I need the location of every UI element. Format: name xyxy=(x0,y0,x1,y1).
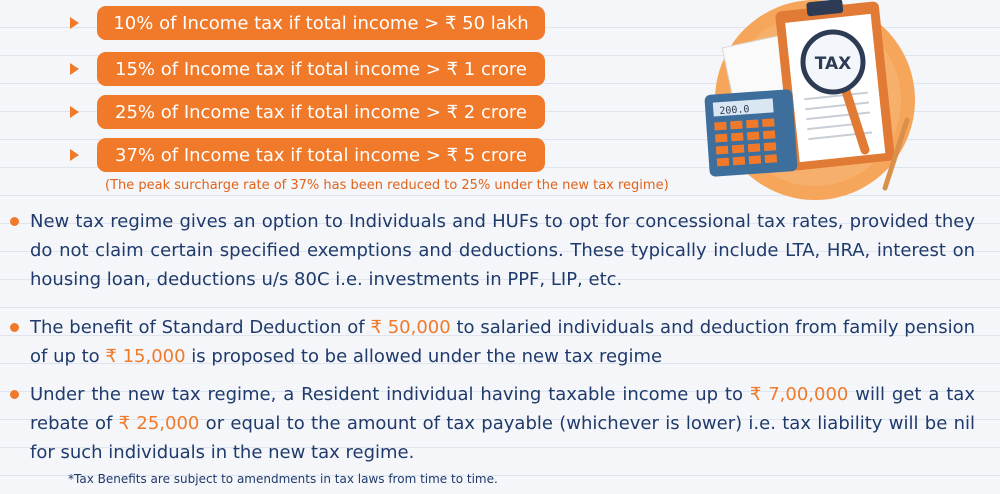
surcharge-note: (The peak surcharge rate of 37% has been reduced to 25% under the new tax regime) xyxy=(105,178,669,193)
calculator-icon xyxy=(704,89,798,177)
bullet-standard-deduction xyxy=(30,313,975,371)
bullet-dot-icon xyxy=(10,390,19,399)
surcharge-pill: 15% of Income tax if total income > ₹ 1 crore xyxy=(97,52,545,86)
arrow-icon xyxy=(70,106,79,118)
amount-family-pension: ₹ 15,000 xyxy=(105,346,186,367)
bullet-dot-icon xyxy=(10,323,19,332)
tax-illustration xyxy=(685,0,945,200)
arrow-icon xyxy=(70,17,79,29)
arrow-icon xyxy=(70,63,79,75)
bullet-text: The benefit of Standard Deduction of xyxy=(30,317,371,338)
bullet-text: Under the new tax regime, a Resident individual having taxable income up to xyxy=(30,384,750,405)
surcharge-row-4 xyxy=(70,137,545,173)
footnote: *Tax Benefits are subject to amendments in tax laws from time to time. xyxy=(68,472,498,486)
calculator-display: 200.0 xyxy=(719,104,750,118)
bullet-new-regime-option xyxy=(30,207,975,294)
surcharge-row-1 xyxy=(70,5,545,41)
bullet-text: will get a tax rebate of xyxy=(30,384,975,434)
surcharge-pill: 10% of Income tax if total income > ₹ 50 lakh xyxy=(97,6,545,40)
surcharge-pill: 37% of Income tax if total income > ₹ 5 crore xyxy=(97,138,545,172)
amount-standard-deduction: ₹ 50,000 xyxy=(370,317,451,338)
surcharge-pill: 25% of Income tax if total income > ₹ 2 crore xyxy=(97,95,545,129)
magnifier-label: TAX xyxy=(814,54,852,74)
amount-rebate: ₹ 25,000 xyxy=(118,413,200,434)
bullet-tax-rebate xyxy=(30,380,975,467)
bullet-text: or equal to the amount of tax payable (whichever is lower) i.e. tax liability will be nil for such individuals in the new tax regime. xyxy=(30,413,976,463)
amount-taxable-income: ₹ 7,00,000 xyxy=(749,384,849,405)
bullet-dot-icon xyxy=(10,217,19,226)
arrow-icon xyxy=(70,149,79,161)
bullet-text: is proposed to be allowed under the new tax regime xyxy=(185,346,663,367)
surcharge-row-2 xyxy=(70,51,545,87)
surcharge-row-3 xyxy=(70,94,545,130)
bullet-text: New tax regime gives an option to Individuals and HUFs to opt for concessional tax rates, provided they do not claim certain specified exemptions and deductions. These typically include LTA, HRA, interest on housing loan, deductions u/s 80C i.e. investments in PPF, LIP, etc. xyxy=(30,211,975,290)
bullet-text: to salaried individuals and deduction from family pension of up to xyxy=(30,317,976,367)
